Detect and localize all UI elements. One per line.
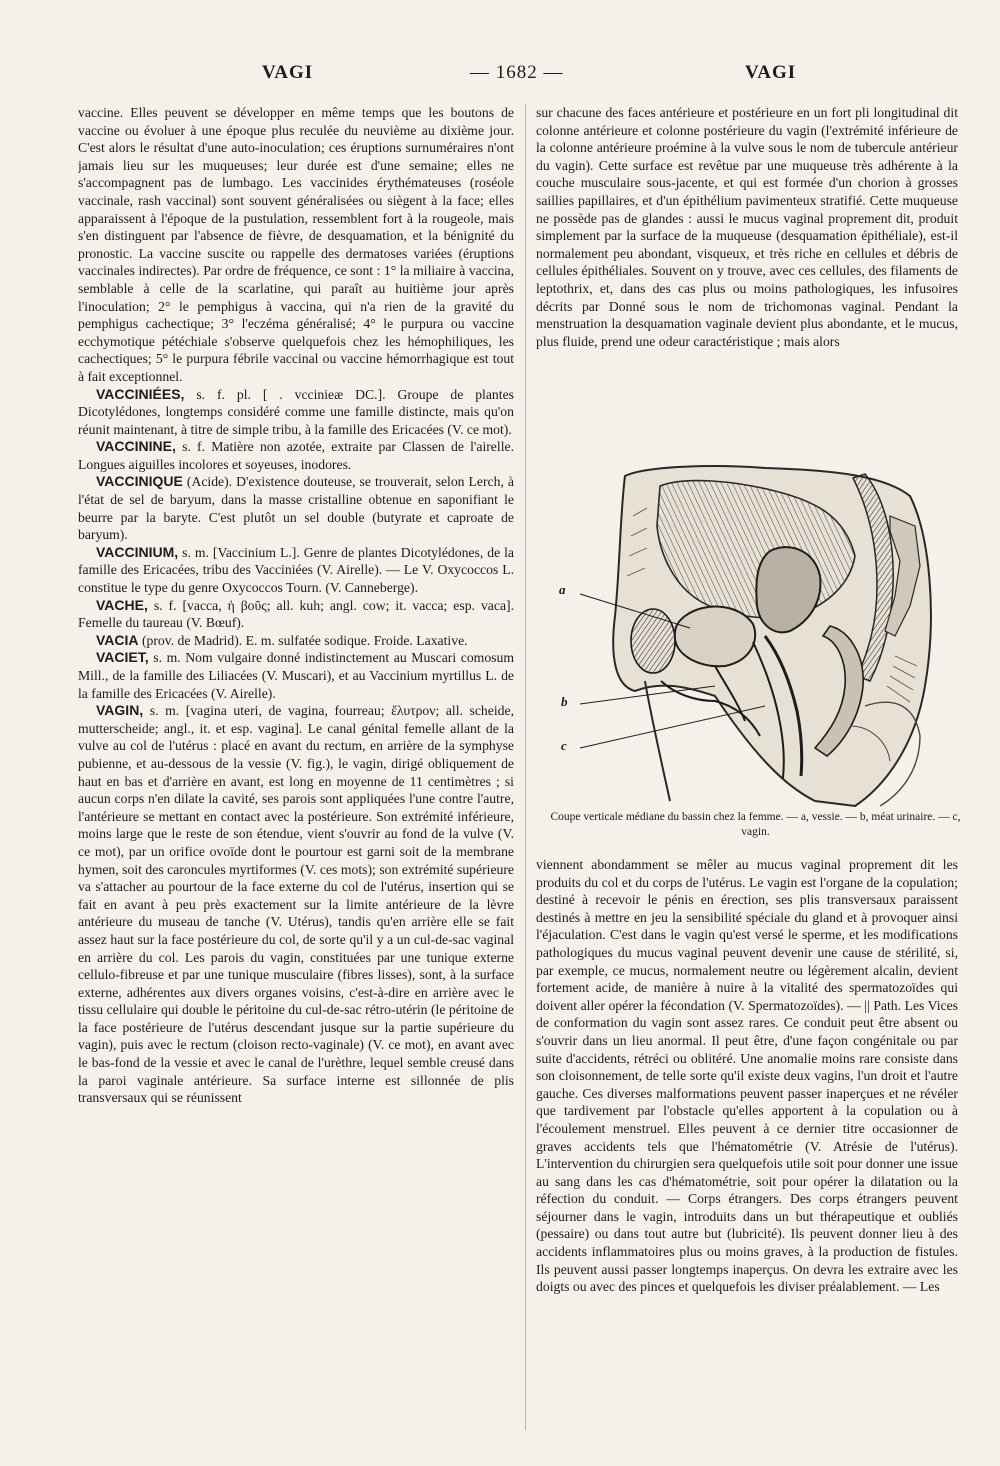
entry-text: s. f. [vacca, ἡ βοῦς; all. kuh; angl. cow; it. vacca; esp. vaca]. Femelle du taureau (V. Bœuf). — [78, 597, 514, 631]
entry-text: s. m. [vagina uteri, de vagina, fourreau; ἔλυτρον; all. scheide, mutterscheide; angl., it. et esp. vagina]. Le canal génital femelle allant de la vulve au col de l'utérus : placé en avant du rectum, en arrière de la symphyse pubienne, et au-dessous de la vessie (V. fig.), le vagin, dirigé obliquement de haut en bas et d'arrière en avant, est long en moyenne de 11 centimètres ; si aucun corps n'en dilate la cavité, ses parois sont appliquées l'une contre l'autre, l'antérieure se mettant en contact avec la postérieure. Son extrémité inférieure, moins large que le reste de son étendue, vient s'ouvrir au fond de la vulve (V. ce mot), par un orifice ovoïde dont le pourtour est garni soit de la membrane hymen, soit des caroncules myrtiformes (V. ces mots); son extrémité supérieure va s'attacher au pourtour de la face externe du col de l'utérus, insertion qui se fait en avant à peu près exactement sur la limite antérieure de la lèvre antérieure du museau de tanche (V. Utérus), tandis qu'en arrière elle se fait assez haut sur la face postérieure du col, de sorte qu'il y a un cul-de-sac vaginal en arrière du col. Les parois du vagin, constituées par une tunique externe cellulo-fibreuse et par une tunique musculaire (fibres lisses), sont, à la surface externe, adhérentes aux divers organes voisins, c'est-à-dire en arrière avec le tissu cellulaire qui double le péritoine du cul-de-sac rétro-utérin (le péritoine de la face postérieure de l'utérus descendant jusque sur la partie supérieure du vagin), puis avec le rectum (cloison recto-vaginale) (V. ce mot), en avant avec le bas-fond de la vessie et avec le canal de l'urèthre, lequel semble creusé dans la paroi vaginale antérieure. Sa surface interne est sillonnée de plis transversaux qui se réunissent — [78, 703, 514, 1106]
headword: VACIA — [96, 631, 139, 648]
vagin-continuation: sur chacune des faces antérieure et postérieure en un fort pli longitudinal dit colonne antérieure et colonne postérieure du vagin (l'extrémité inférieure de la colonne antérieure proémine à la vulve sous le nom de tubercule antérieur du vagin). Cette surface est revêtue par une muqueuse très adhérente à la couche musculaire sous-jacente, et qui est formée d'un chorion à grosses saillies papillaires, et d'un épithélium pavimenteux stratifié. Cette muqueuse ne possède pas de glandes : aussi le mucus vaginal proprement dit, produit simplement par la surface de la muqueuse (desquamation épithéliale), est-il normalement peu abondant, visqueux, et très riche en cellules et débris de cellules épithéliales. Souvent on y trouve, avec ces cellules, des filaments de leptothrix, et, dans des cas plus ou moins pathologiques, les infusoires décrits par Donné sous le nom de trichomonas vaginal. Pendant la menstruation la desquamation vaginale devient plus abondante, et le mucus, plus fluide, prend une odeur caractéristique ; mais alors — [536, 105, 958, 349]
right-column-top — [536, 104, 958, 456]
headword: VACCININE, — [96, 438, 176, 455]
figure-label-a: a — [559, 582, 566, 597]
figure-caption: Coupe verticale médiane du bassin chez la femme. — a, vessie. — b, méat urinaire. — c, vagin. — [550, 811, 961, 838]
pelvis-section-engraving — [565, 456, 970, 816]
entry-text: (prov. de Madrid). E. m. sulfatée sodique. Froide. Laxative. — [138, 632, 468, 648]
headword: VACCINIUM, — [96, 543, 179, 560]
page-number: — 1682 — — [470, 62, 564, 83]
entry-vaciet — [78, 649, 514, 702]
header-right-word: VAGI — [745, 62, 797, 83]
headword: VACIET, — [96, 649, 149, 666]
right-column-bottom — [536, 856, 958, 1436]
entry-vaccinine — [78, 438, 514, 473]
headword: VACHE, — [96, 596, 148, 613]
left-column — [78, 104, 514, 1434]
entry-vacia — [78, 632, 514, 650]
column-divider — [525, 104, 526, 1430]
figure-label-b: b — [561, 694, 568, 709]
page-header — [0, 62, 1000, 92]
entry-vaccinieees — [78, 386, 514, 439]
entry-text: (Acide). D'existence douteuse, se trouverait, selon Lerch, à l'état de sel de baryum, dans la masse cristalline obtenue en saponifiant le beurre par la baryte. C'est plutôt un sel double (butyrate et caproate de baryum). — [78, 474, 514, 543]
headword: VAGIN, — [96, 702, 144, 719]
entry-text: s. f. pl. [ . vccinieæ DC.]. Groupe de plantes Dicotylédones, longtemps considéré comme une famille distincte, mais qu'on réunit maintenant, à titre de simple tribu, à la famille des Ericacées (V. ce mot). — [78, 386, 514, 437]
figure-label-c: c — [561, 738, 567, 753]
entry-vagin — [78, 702, 514, 1107]
vaccine-continuation: vaccine. Elles peuvent se développer en même temps que les boutons de vaccine ou évoluer à une époque plus reculée du neuvième au dixième jour. C'est alors le résultat d'une auto-inoculation; ces éruptions surnuméraires n'ont jamais lieu sur les muqueuses; leur durée est d'une semaine; elles ne s'accompagnent pas de lumbago. Les vaccinides érythémateuses (roséole vaccinale, rash vaccinal) sont souvent généralisées ou siègent à la face; elles apparaissent à l'époque de la pustulation, ressemblent fort à la rougeole, mais s'en distinguent par l'absence de fièvre, de desquamation, et la bénignité du pronostic. La vaccine suscite ou rappelle des dermatoses variées (éruptions vaccinales indirectes). Par ordre de fréquence, ce sont : 1° la miliaire à vaccina, semblable à celle de la scarlatine, qui paraît au huitième jour après l'inoculation; 2° le pemphigus à vaccina, qui n'a rien de la gravité du pemphigus cachectique; 3° l'eczéma généralisé; 4° le purpura ou vaccine ecchymotique pétéchiale s'observe quelquefois chez les hémophiliques, les cachectiques; 5° le purpura fébrile vaccinal ou vaccine hémorrhagique est tout à fait exceptionnel. — [78, 105, 514, 384]
entry-text: s. m. [Vaccinium L.]. Genre de plantes Dicotylédones, de la famille des Ericacées, tribu des Vacciniées (V. Airelle). — Le V. Oxycoccos L. constitue le type du genre Oxycoccos Tourn. (V. Canneberge). — [78, 544, 514, 596]
anatomical-figure — [559, 456, 970, 816]
entry-text: s. m. Nom vulgaire donné indistinctement au Muscari comosum Mill., de la famille des Liliacées (V. Muscari), et au Vaccinium myrtillus L. de la famille des Ericacées (V. Airelle). — [78, 650, 514, 701]
vagin-continuation-2: viennent abondamment se mêler au mucus vaginal proprement dit les produits du col et du corps de l'utérus. Le vagin est l'organe de la copulation; destiné à recevoir le pénis en érection, ses plis transversaux paraissent destinés à mettre en jeu la sensibilité spéciale du gland et à provoquer ainsi l'éjaculation. C'est dans le vagin qu'est versé le sperme, et les modifications pathologiques du mucus vaginal peuvent devenir une cause de stérilité, si, par exemple, ce mucus, normalement neutre ou légèrement alcalin, devient fortement acide, de manière à nuire à la vitalité des spermatozoïdes qui doivent aller opérer la fécondation (V. Spermatozoïdes). — || Path. Les Vices de conformation du vagin sont assez rares. Ce conduit peut être absent ou s'ouvrir dans un lieu anormal. Il peut être, d'une façon congénitale ou par suite d'accidents, rétréci ou oblitéré. Une anomalie moins rare consiste dans son cloisonnement, de telle sorte qu'il existe deux vagins, l'un droit et l'autre gauche. Ces diverses malformations peuvent passer inaperçues et ne révéler que tardivement par l'obstacle qu'elles apportent à la copulation ou à l'écoulement menstruel. Elles peuvent à ce dernier titre occasionner de graves accidents tels que l'hématométrie (V. Atrésie de l'utérus). L'intervention du chirurgien sera quelquefois utile soit pour donner une issue au sang dans les cas d'hématométrie, soit pour opérer la dilatation ou la réfection du conduit. — Corps étrangers. Des corps étrangers peuvent séjourner dans le vagin, introduits dans un but thérapeutique et oubliés (pessaire) ou dans tout autre but (lubricité). Ils peuvent donner lieu à des accidents inflammatoires plus ou moins graves, à la production de fistules. Ils peuvent aussi passer longtemps inaperçus. On devra les extraire avec les doigts ou avec des pinces et quelquefois les diviser préalablement. — Les — [536, 857, 958, 1295]
entry-vaccinium — [78, 544, 514, 597]
headword: VACCINIÉES, — [96, 385, 185, 402]
entry-vache — [78, 597, 514, 632]
entry-text: s. f. Matière non azotée, extraite par Classen de l'airelle. Longues aiguilles incolores et soyeuses, inodores. — [78, 439, 514, 472]
entry-vaccinique — [78, 473, 514, 543]
header-left-word: VAGI — [262, 62, 314, 83]
headword: VACCINIQUE — [96, 473, 183, 490]
